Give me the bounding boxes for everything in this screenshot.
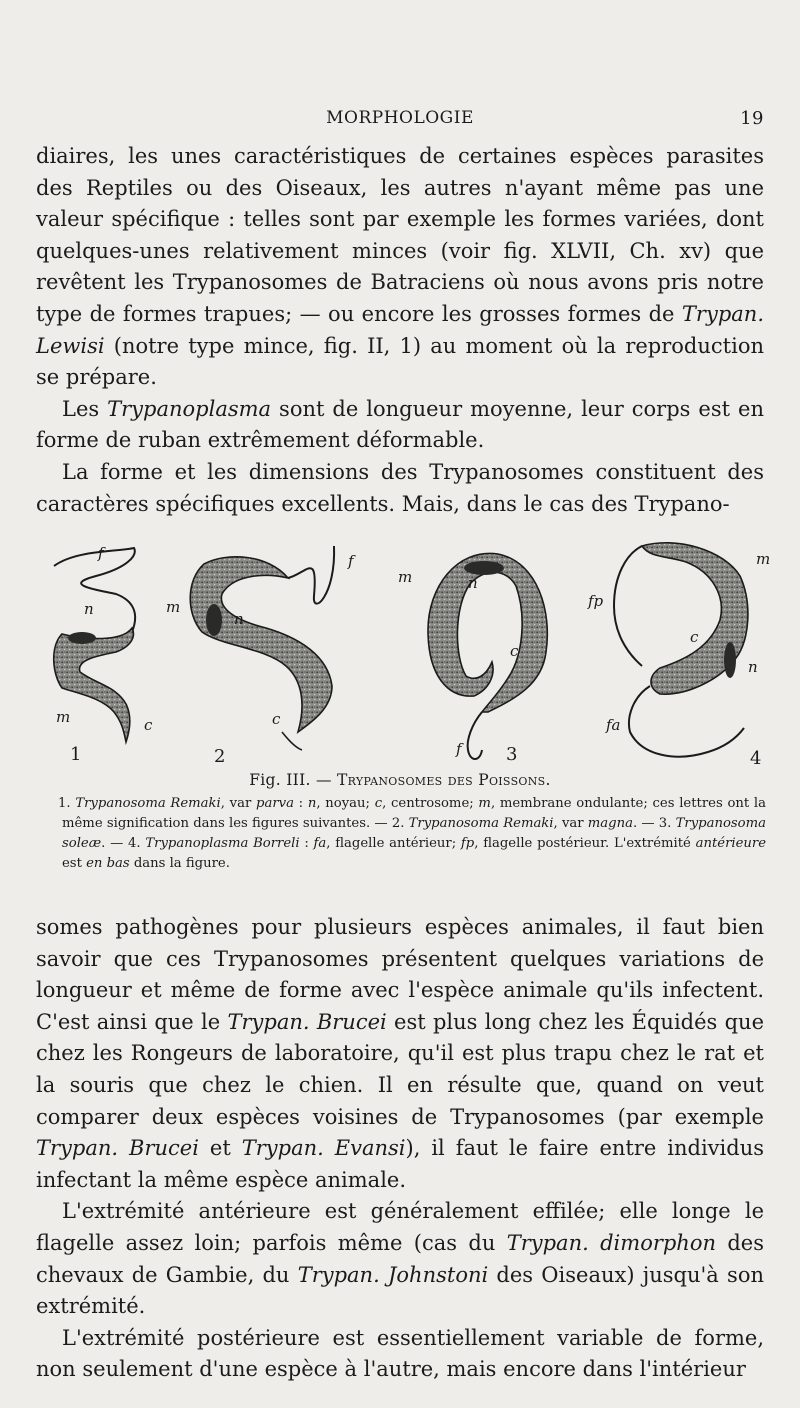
legend-anterieure: antérieure xyxy=(695,836,766,851)
organism-1 xyxy=(54,544,153,765)
species-brucei: Trypan. Brucei xyxy=(36,1136,199,1161)
legend-text xyxy=(58,794,766,874)
legend-def-fp: , flagelle postérieur. L'extrémité xyxy=(474,836,696,851)
organism-3-label-c: c xyxy=(510,642,519,660)
legend-abbr-m: m xyxy=(478,796,491,811)
legend-def-c: , centrosome; xyxy=(382,796,479,811)
organism-1-label-c: c xyxy=(144,716,153,734)
species-johnstoni: Trypan. Johnstoni xyxy=(297,1262,489,1287)
paragraph-5 xyxy=(36,1196,764,1322)
legend-sep: , var xyxy=(553,816,588,831)
paragraph-4-text-c: et xyxy=(198,1136,242,1161)
paragraph-4-text-d: ), il faut le faire entre individus infectant la même espèce animale. xyxy=(36,1136,765,1192)
figure-illustration xyxy=(36,536,771,772)
organism-3-nucleus xyxy=(464,561,504,575)
paragraph-5-text-a: L'extrémité antérieure est généralement effilée; elle longe le flagelle assez loin; parfois même (cas du xyxy=(36,1199,764,1255)
paragraph-6: L'extrémité postérieure est essentiellement variable de forme, non seulement d'une espèce à l'autre, mais encore dans l'intérieur xyxy=(36,1325,764,1382)
organism-2-nucleus xyxy=(206,604,222,636)
organism-3-flagellum xyxy=(468,712,482,759)
legend-variety-magna: magna xyxy=(587,816,633,831)
caption-title: Trypanosomes des Poissons. xyxy=(337,771,551,789)
organism-2-label-m: m xyxy=(166,598,181,616)
organism-1-label-f: f xyxy=(98,544,104,562)
legend-en-bas: en bas xyxy=(86,856,130,871)
legend-sep: . — 4. xyxy=(101,836,146,851)
organism-3-body xyxy=(428,553,547,712)
lower-text xyxy=(36,912,764,1386)
species-brucei: Trypan. Brucei xyxy=(227,1009,387,1034)
paragraph-1-text-b: (notre type mince, fig. II, 1) au moment où la reproduction se prépare. xyxy=(36,333,764,390)
organism-1-label-n: n xyxy=(84,600,94,618)
legend-species-2: Trypanosoma Remaki xyxy=(408,816,554,831)
figure-number-2: 2 xyxy=(214,746,226,767)
organism-4-label-m: m xyxy=(756,550,771,568)
paragraph-4 xyxy=(36,912,764,1196)
legend-abbr-fp: fp xyxy=(460,836,475,851)
legend-species-1: Trypanosoma Remaki xyxy=(75,796,221,811)
organism-2-label-c: c xyxy=(272,710,281,728)
organism-2 xyxy=(166,546,356,767)
figure-number-3: 3 xyxy=(506,744,518,765)
organism-3-label-f: f xyxy=(456,740,462,758)
legend-abbr-fa: fa xyxy=(313,836,327,851)
genus-trypanoplasma: Trypanoplasma xyxy=(107,396,272,421)
legend-def-m: , membrane ondulante; ces lettres ont la même signification dans les figures suivantes. — 2. xyxy=(62,796,766,831)
organism-4-posterior-flagellum xyxy=(614,546,642,666)
organism-2-flagellum xyxy=(288,546,334,604)
page-header xyxy=(36,106,764,136)
legend-species-4: Trypanoplasma Borreli xyxy=(145,836,300,851)
figure-legend xyxy=(58,794,766,874)
legend-species-3: Trypanosoma soleæ xyxy=(62,816,766,851)
organism-4-anterior-flagellum xyxy=(629,686,744,757)
organism-4-label-fp: fp xyxy=(588,592,604,610)
page-number: 19 xyxy=(740,108,764,129)
organism-1-flagellum xyxy=(54,548,135,632)
paragraph-4-text-b: est plus long chez les Équidés que chez les Rongeurs de laboratoire, qu'il est plus trapu chez le rat et la souris que chez le chien. Il en résulte que, quand on veut comparer deux espèces voisines de Trypanosomes (par exemple xyxy=(36,1009,765,1129)
figure-number-1: 1 xyxy=(70,744,82,765)
legend-variety-parva: parva xyxy=(256,796,294,811)
legend-item-1-number: 1. xyxy=(58,796,76,811)
organism-3-label-n: n xyxy=(468,574,478,592)
organism-2-posterior xyxy=(282,732,302,750)
organism-3 xyxy=(398,553,547,765)
figure-trypanosomes xyxy=(36,536,771,772)
legend-def-n: , noyau; xyxy=(316,796,375,811)
species-lewisi: Trypan. Lewisi xyxy=(36,301,764,358)
species-dimorphon: Trypan. dimorphon xyxy=(506,1230,717,1255)
organism-1-nucleus xyxy=(68,632,96,644)
paragraph-2-text-a: Les xyxy=(62,396,108,421)
organism-2-body xyxy=(190,557,332,732)
figure-caption xyxy=(36,771,764,789)
paragraph-5-text-c: des Oiseaux) jusqu'à son extrémité. xyxy=(36,1262,764,1319)
legend-abbr-n: n xyxy=(307,796,317,811)
legend-end: dans la figure. xyxy=(129,856,230,871)
paragraph-1-text-a: diaires, les unes caractéristiques de certaines espèces parasites des Reptiles ou des Oiseaux, les autres n'ayant même pas une valeur spécifique : telles sont par exemple les formes variées, dont quelques-unes relativement minces (voir fig. XLVII, Ch. xv) que revêtent les Trypanosomes de Batraciens où nous avons pris notre type de formes trapues; — ou encore les grosses formes de xyxy=(36,144,764,326)
organism-1-label-m: m xyxy=(56,708,71,726)
legend-def-fa: , flagelle antérieur; xyxy=(326,836,461,851)
organism-2-label-f: f xyxy=(348,552,354,570)
legend-sep: : xyxy=(293,796,308,811)
organism-4 xyxy=(587,543,770,769)
organism-4-nucleus xyxy=(724,642,736,678)
caption-fig-number: Fig. III. — xyxy=(249,771,337,789)
paragraph-3: La forme et les dimensions des Trypanosomes constituent des caractères spécifiques excellents. Mais, dans le cas des Trypano- xyxy=(36,459,764,516)
upper-text xyxy=(36,141,764,520)
organism-2-label-n: n xyxy=(234,610,244,628)
paragraph-1 xyxy=(36,141,764,394)
legend-abbr-c: c xyxy=(374,796,383,811)
species-evansi: Trypan. Evansi xyxy=(241,1136,406,1161)
organism-4-label-n: n xyxy=(748,658,758,676)
paragraph-2 xyxy=(36,394,764,457)
figure-number-4: 4 xyxy=(750,748,762,769)
running-title: MORPHOLOGIE xyxy=(326,108,474,128)
legend-sep: est xyxy=(62,856,87,871)
organism-4-label-c: c xyxy=(690,628,699,646)
organism-3-label-m: m xyxy=(398,568,413,586)
legend-sep: . — 3. xyxy=(632,816,676,831)
paragraph-2-text-b: sont de longueur moyenne, leur corps est en forme de ruban extrêmement déformable. xyxy=(36,396,765,453)
paragraph-5-text-b: des chevaux de Gambie, du xyxy=(36,1230,765,1287)
legend-sep: : xyxy=(299,836,314,851)
organism-4-label-fa: fa xyxy=(606,716,621,734)
legend-sep: , var xyxy=(220,796,257,811)
paragraph-4-text-a: somes pathogènes pour plusieurs espèces animales, il faut bien savoir que ces Trypanosomes présentent quelques variations de longueur et même de forme avec l'espèce animale qu'ils infectent. C'est ainsi que le xyxy=(36,915,764,1034)
